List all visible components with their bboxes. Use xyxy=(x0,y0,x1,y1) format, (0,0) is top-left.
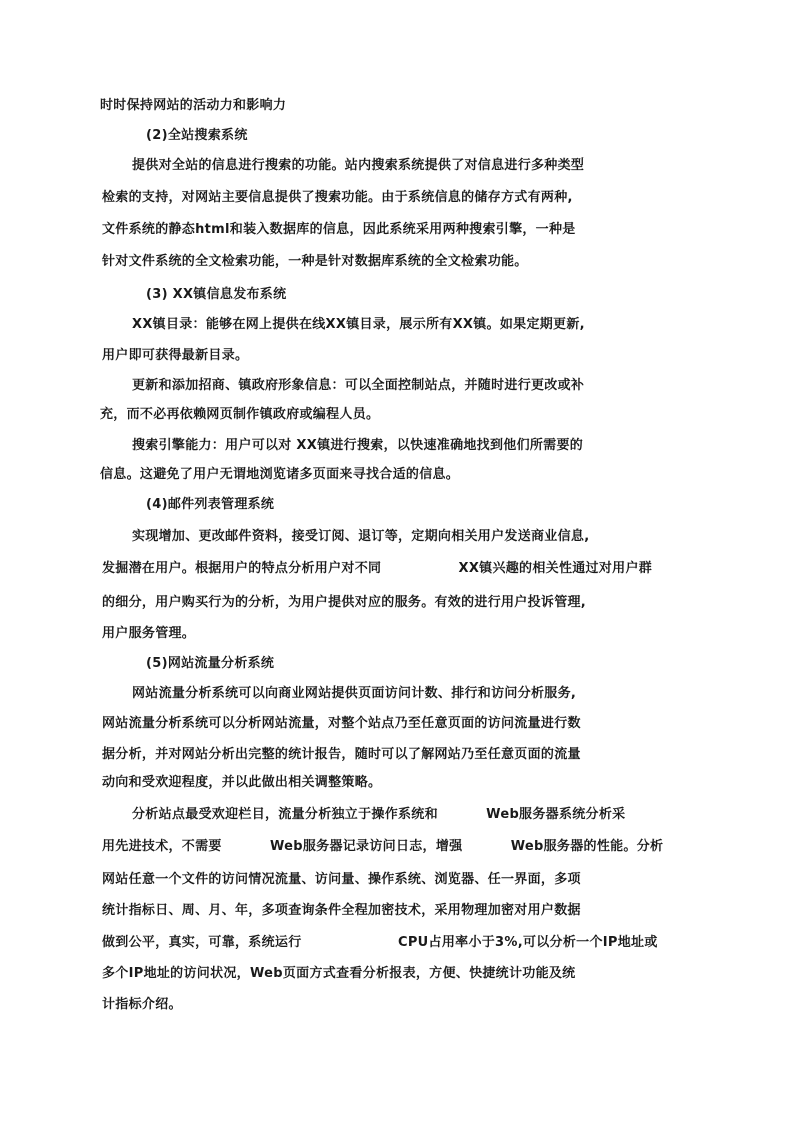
text-line: 检索的支持，对网站主要信息提供了搜索功能。由于系统信息的储存方式有两种, xyxy=(102,190,573,205)
text-line: 网站任意一个文件的访问情况流量、访问量、操作系统、浏览器、任一界面，多项 xyxy=(102,872,581,887)
text-line: 搜索引擎能力：用户可以对 XX镇进行搜索，以快速准确地找到他们所需要的 xyxy=(132,438,584,453)
section-heading: (3) XX镇信息发布系统 xyxy=(146,287,287,302)
text-line: 计指标介绍。 xyxy=(102,997,182,1012)
text-line: 针对文件系统的全文检索功能，一种是针对数据库系统的全文检索功能。 xyxy=(102,254,528,269)
section-heading: (2)全站搜索系统 xyxy=(146,128,248,143)
text-line: 信息。这避免了用户无谓地浏览诸多页面来寻找合适的信息。 xyxy=(100,467,460,482)
text-line: 实现增加、更改邮件资料，接受订阅、退订等，定期向相关用户发送商业信息, xyxy=(132,529,590,544)
text-line: 时时保持网站的活动力和影响力 xyxy=(100,98,287,113)
text-line: 发掘潜在用户。根据用户的特点分析用户对不同 XX镇兴趣的相关性通过对用户群 xyxy=(102,561,653,576)
text-line: 的细分，用户购买行为的分析，为用户提供对应的服务。有效的进行用户投诉管理, xyxy=(102,595,587,610)
text-line: 用先进技术，不需要 Web服务器记录访问日志，增强 Web服务器的性能。分析 xyxy=(102,839,664,854)
section-heading: (4)邮件列表管理系统 xyxy=(146,497,275,512)
text-line: 据分析，并对网站分析出完整的统计报告，随时可以了解网站乃至任意页面的流量 xyxy=(102,747,581,762)
text-line: 用户服务管理。 xyxy=(102,626,196,641)
text-line: 统计指标日、周、月、年，多项查询条件全程加密技术，采用物理加密对用户数据 xyxy=(102,903,581,918)
text-line: 更新和添加招商、镇政府形象信息：可以全面控制站点，并随时进行更改或补 xyxy=(132,378,585,393)
text-line: 网站流量分析系统可以向商业网站提供页面访问计数、排行和访问分析服务, xyxy=(132,686,577,701)
section-heading: (5)网站流量分析系统 xyxy=(146,656,275,671)
text-line: 动向和受欢迎程度，并以此做出相关调整策略。 xyxy=(102,775,382,790)
text-line: 网站流量分析系统可以分析网站流量，对整个站点乃至任意页面的访问流量进行数 xyxy=(102,716,581,731)
text-line: 做到公平，真实，可靠，系统运行 CPU占用率小于3%,可以分析一个IP地址或 xyxy=(102,935,658,950)
text-line: 用户即可获得最新目录。 xyxy=(102,348,249,363)
text-line: 多个IP地址的访问状况，Web页面方式查看分析报表，方便、快捷统计功能及统 xyxy=(102,966,576,981)
text-line: 充，而不必再依赖网页制作镇政府或编程人员。 xyxy=(100,407,380,422)
text-line: 文件系统的静态html和装入数据库的信息，因此系统采用两种搜索引擎，一种是 xyxy=(102,222,576,237)
text-line: 提供对全站的信息进行搜索的功能。站内搜索系统提供了对信息进行多种类型 xyxy=(132,158,585,173)
text-line: XX镇目录：能够在网上提供在线XX镇目录，展示所有XX镇。如果定期更新, xyxy=(132,317,585,332)
text-line: 分析站点最受欢迎栏目，流量分析独立于操作系统和 Web服务器系统分析采 xyxy=(132,807,626,822)
